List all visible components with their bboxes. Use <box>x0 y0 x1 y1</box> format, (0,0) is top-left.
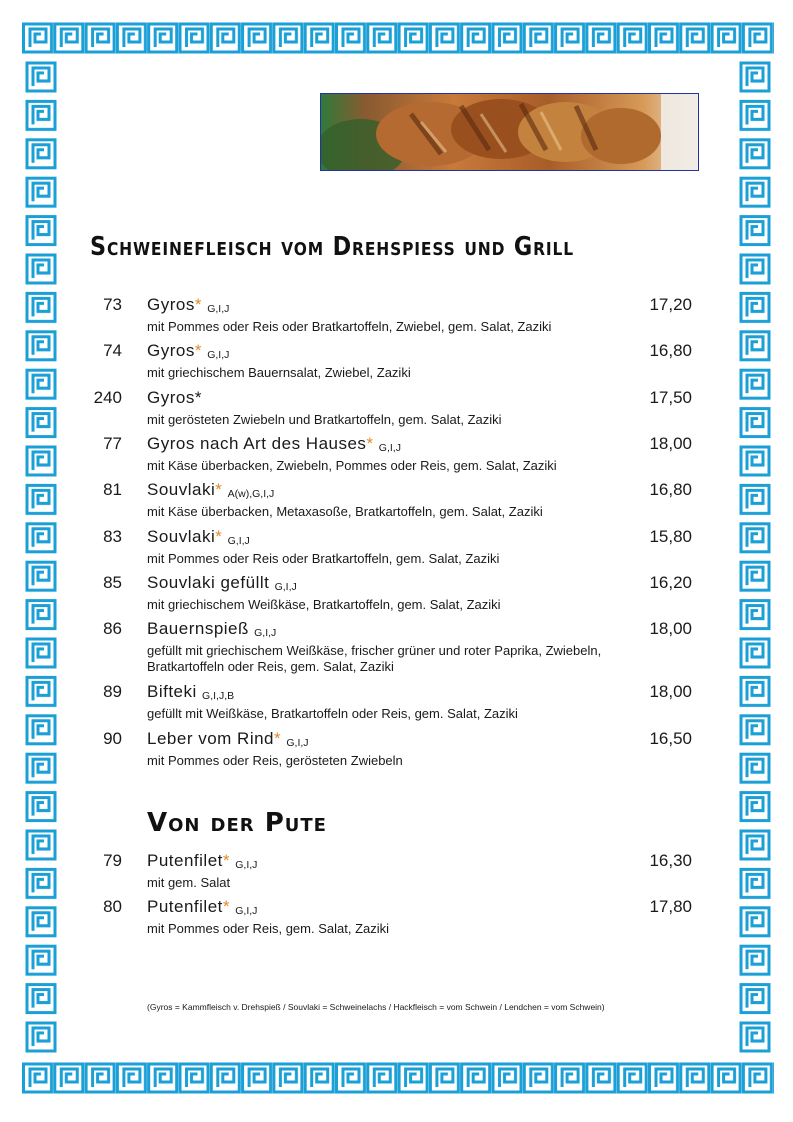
item-number: 90 <box>103 729 122 748</box>
item-star: * <box>274 729 282 748</box>
item-title: Putenfilet <box>147 851 223 870</box>
greek-key-border-right <box>736 58 774 1058</box>
item-number: 85 <box>103 573 122 592</box>
item-price: 16,20 <box>649 573 692 592</box>
item-star: * <box>194 295 202 314</box>
item-name <box>147 527 250 547</box>
item-star: * <box>222 851 231 870</box>
item-title: Gyros nach Art des Hauses <box>147 434 367 453</box>
item-description: mit Käse überbacken, Metaxasoße, Bratkartoffeln, gem. Salat, Zaziki <box>147 504 543 519</box>
item-allergens: G,I,J <box>207 349 230 361</box>
item-number: 74 <box>103 341 122 360</box>
item-number: 73 <box>103 295 122 314</box>
item-price: 17,20 <box>649 295 692 314</box>
item-name <box>147 897 257 917</box>
item-description: mit griechischem Weißkäse, Bratkartoffeln, gem. Salat, Zaziki <box>147 597 501 612</box>
item-price: 16,80 <box>649 341 692 360</box>
item-allergens: A(w),G,I,J <box>227 488 275 500</box>
greek-key-border-top <box>22 18 774 58</box>
item-number: 80 <box>103 897 122 916</box>
item-price: 17,80 <box>649 897 692 916</box>
item-description: mit Pommes oder Reis, gem. Salat, Zaziki <box>147 921 390 936</box>
item-allergens: G,I,J <box>286 737 309 749</box>
item-title: Gyros <box>147 295 195 314</box>
item-title: Gyros <box>147 341 195 360</box>
item-price: 18,00 <box>649 682 692 701</box>
item-description: mit Käse überbacken, Zwiebeln, Pommes oder Reis, gem. Salat, Zaziki <box>147 458 557 473</box>
item-title: Bifteki <box>147 682 197 701</box>
item-star: * <box>366 434 374 453</box>
item-name <box>147 851 257 871</box>
item-description: gefüllt mit griechischem Weißkäse, frischer grüner und roter Paprika, Zwiebeln, Bratkartoffeln oder Reis, gem. Salat, Zaziki <box>147 643 602 674</box>
item-price: 16,80 <box>649 480 692 499</box>
item-title: Souvlaki <box>147 480 216 499</box>
item-price: 17,50 <box>649 388 692 407</box>
item-price: 15,80 <box>649 527 692 546</box>
item-description: gefüllt mit Weißkäse, Bratkartoffeln oder Reis, gem. Salat, Zaziki <box>147 706 518 721</box>
section-title-turkey: Von der Pute <box>147 808 327 838</box>
greek-key-border-left <box>22 58 60 1058</box>
item-name <box>147 682 234 702</box>
item-name <box>147 729 309 749</box>
item-allergens: G,I,J <box>254 627 277 639</box>
item-allergens: G,I,J,B <box>202 690 235 702</box>
item-number: 81 <box>103 480 122 499</box>
item-name <box>147 388 202 408</box>
item-allergens: G,I,J <box>235 905 258 917</box>
item-price: 18,00 <box>649 619 692 638</box>
footnote: (Gyros = Kammfleisch v. Drehspieß / Souvlaki = Schweinelachs / Hackfleisch = vom Schwein / Lendchen = vom Schwein) <box>147 1002 605 1012</box>
item-star: * <box>194 341 202 360</box>
item-price: 16,50 <box>649 729 692 748</box>
item-star: * <box>222 897 231 916</box>
item-allergens: G,I,J <box>227 535 250 547</box>
item-number: 83 <box>103 527 122 546</box>
greek-key-border-bottom <box>22 1058 774 1100</box>
item-title: Bauernspieß <box>147 619 249 638</box>
grilled-meat-skewer-photo <box>320 93 699 171</box>
item-name <box>147 295 229 315</box>
item-allergens: G,I,J <box>235 859 258 871</box>
item-name <box>147 573 297 593</box>
item-title: Leber vom Rind <box>147 729 275 748</box>
item-title: Souvlaki gefüllt <box>147 573 270 592</box>
item-title: Souvlaki <box>147 527 216 546</box>
item-price: 18,00 <box>649 434 692 453</box>
section-title-pork: Schweinefleisch vom Drehspiess und Grill <box>90 232 574 262</box>
item-description: mit gerösteten Zwiebeln und Bratkartoffeln, gem. Salat, Zaziki <box>147 412 502 427</box>
item-number: 89 <box>103 682 122 701</box>
item-allergens: G,I,J <box>207 303 230 315</box>
item-name <box>147 341 229 361</box>
item-description: mit griechischem Bauernsalat, Zwiebel, Zaziki <box>147 365 411 380</box>
item-name <box>147 619 276 639</box>
item-name <box>147 434 401 454</box>
item-star: * <box>215 480 223 499</box>
item-description: mit gem. Salat <box>147 875 231 890</box>
item-description: mit Pommes oder Reis oder Bratkartoffeln, Zwiebel, gem. Salat, Zaziki <box>147 319 552 334</box>
item-price: 16,30 <box>649 851 692 870</box>
item-allergens: G,I,J <box>378 442 401 454</box>
item-title: Putenfilet <box>147 897 223 916</box>
item-star: * <box>215 527 223 546</box>
item-number: 240 <box>93 388 122 407</box>
item-description: mit Pommes oder Reis, gerösteten Zwiebeln <box>147 753 403 768</box>
item-description: mit Pommes oder Reis oder Bratkartoffeln, gem. Salat, Zaziki <box>147 551 500 566</box>
item-number: 79 <box>103 851 122 870</box>
item-title: Gyros* <box>147 388 202 407</box>
item-allergens: G,I,J <box>274 581 297 593</box>
item-number: 86 <box>103 619 122 638</box>
item-number: 77 <box>103 434 122 453</box>
item-name <box>147 480 274 500</box>
